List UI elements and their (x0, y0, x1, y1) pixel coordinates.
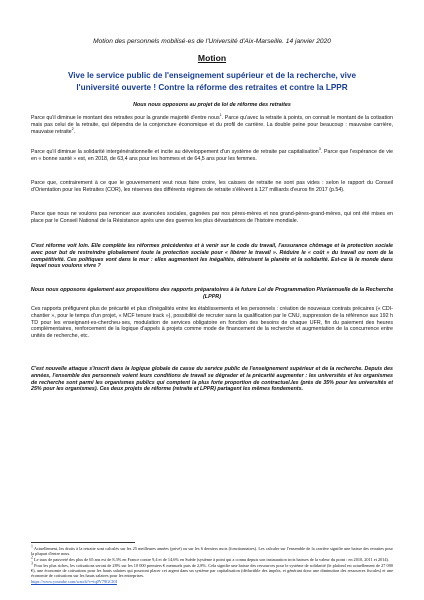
footnotes (31, 546, 393, 585)
footnote-ref-3: 3 (318, 147, 321, 152)
footnote-3-text: Pour les plus riches, les cotisations seront de 28% sur les 10 000 premiers € mensuels puis de 2,8%. Cela signifie une baisse des ressources pour le système de solidarité (le plafond est actuellement de 27 000 €), une économie de cotisations pour les hauts salaires qui pourront placer cet argent dans un système par capitalisation (déductible des impôts, et générant donc une diminution des ressources fiscales) et une économie de cotisations sur les hauts salaires pour les entreprises. (31, 562, 394, 579)
footnote-1-text: Actuellement, les droits à la retraite sont calculés sur les 25 meilleures années (privé) ou sur les 6 derniers mois (fonctionnaires). Les calculer sur l'ensemble de la carrière signifie une baisse des retraites pour la plupart d'entre nous. (31, 546, 393, 557)
paragraph-2-text: Parce qu'il diminue la solidarité intergénérationnelle et incite au développement d'un système de retraite par capitalisation (31, 149, 319, 155)
paragraph-2 (31, 149, 393, 163)
document-title: Motion (197, 53, 227, 63)
footnote-link-row (31, 579, 393, 584)
paragraph-6: Ces rapports préfigurent plus de précarité et plus d'inégalités entre les établissements et les personnels : création de nouveaux contrats précaires (« CDI-chantier », pour le temps d'un projet, « MCF tenure track »), possibilité de recruter sans la qualification par le CNU, suppression de la référence aux 192 h TD pour les enseignant·es-chercheu·ses, modulation de services obligatoire en fonction des besoins de chaque UFR, fin du paiement des heures complémentaires, renforcement de la logique d'appels à projets comme mode de financement de la recherche et augmentation de la concurrence entre unités de recherche, etc. (31, 306, 393, 340)
footnote-2-text: Le taux de pauvreté des plus de 65 ans est de 8,3% en France contre 9,4 et de 14,6% en Suède (système à point qui a connu depuis son instauration trois baisses de la valeur du point : en 2010, 2011 et 2014). (33, 557, 390, 563)
footnote-ref-2: 2 (71, 126, 74, 131)
footnote-3: $^3$ Pour les plus riches, les cotisations seront de 28% sur les 10 000 premiers € mensuels puis de 2,8%. Cela signifie une baisse des ressources pour le système de solidarité (le plafond est actuellement de 27 000 €), une économie de cotisations pour les hauts salaires qui pourront placer cet argent dans un système par capitalisation (déductible des impôts, et générant donc une diminution des ressources fiscales) et une économie de cotisations sur les hauts salaires pour les entreprises. (31, 561, 394, 579)
paragraph-1 (31, 115, 393, 135)
footnote-ref-1: 1 (219, 113, 222, 118)
paragraph-1-text-2: . Parce qu'avec la retraite à points, on connait le montant de la cotisation mais pas celui de la retraite, qui dépendra de la conjoncture économique et du profil de carrière. La double peine pour beaucoup : mauvaise carrière, mauvaise retraite (31, 115, 394, 135)
section-heading-retraites: Nous nous opposons au projet de loi de réforme des retraites (133, 102, 291, 108)
paragraph-1-text: Parce qu'il diminue le montant des retraites pour la grande majorité d'entre nous (31, 115, 220, 121)
footnote-2: $^2$ Le taux de pauvreté des plus de 65 ans est de 8,3% en France contre 9,4 et de 14,6% en Suède (système à point qui a connu depuis son instauration trois baisses de la valeur du point : en 2010, 2011 et 2014). (31, 555, 390, 563)
paragraph-5: C'est réforme voit loin. Elle complète les réformes précédentes et à venir sur le code du travail, l'assurance chômage et la protection sociale avec pour but de restreindre globalement toute la protection sociale pour « libérer le travail ». Réduire le « coût » du travail ou nom de la compétitivité. Ces politiques vont dans le mur : elles augmentent les inégalités, détruisent la planète et la solidarité. Est-ce là le monde dans lequel nous voulons vivre ? (31, 243, 393, 270)
paragraph-7: C'est nouvelle attaque s'inscrit dans la logique globale de casse du service public de l'enseignement supérieur et de la recherche. Depuis des années, l'ensemble des personnels voient leurs conditions de travail se dégrader et la précarité augmenter : les universités et les organismes de recherche sont parmi les organismes publics qui comptent la plus forte proportion de contractuel.les (près de 35% pour les universités et 25% pour les organismes). Ces deux projets de réforme (retraite et LPPR) partagent les mêmes fondements. (31, 366, 393, 393)
paragraph-4: Parce que nous ne voulons pas renoncer aux avancées sociales, gagnées par nos pères-mères et nos grand-pères-grand-mères, qui ont été mises en place par le Conseil National de la Résistance après une des guerres les plus dévastatrices de l'histoire mondiale. (31, 211, 393, 224)
footnote-1: $^1$ Actuellement, les droits à la retraite sont calculés sur les 25 meilleures années (privé) ou sur les 6 derniers mois (fonctionnaires). Les calculer sur l'ensemble de la carrière signifie une baisse des retraites pour la plupart d'entre nous. (31, 544, 393, 557)
footnote-divider (31, 542, 135, 543)
section-heading-lppr: Nous nous opposons également aux propositions des rapports préparatoires à la future Loi de Programmation Pluriannuelle de la Recherche (LPPR) (30, 287, 394, 300)
headline: Vive le service public de l'enseignement supérieur et de la recherche, vive l'université ouverte ! Contre la réforme des retraites et contre la LPPR (67, 71, 357, 92)
document-header: Motion des personnels mobilisé·es de l'Université d'Aix-Marseille. 14 janvier 2020 (93, 38, 331, 45)
paragraph-2-text-2: . Parce que l'espérance de vie en « bonne santé » est, en 2018, de 63,4 ans pour les hommes et de 64,5 ans pour les femmes. (31, 149, 393, 162)
paragraph-3: Parce que, contrairement à ce que le gouvernement veut nous faire croire, les caisses de retraite ne sont pas vides : selon le rapport du Conseil d'Orientation pour les Retraites (COR), les réserves des différents régimes de retraite s'élèvent à 127 milliards d'euros fin 2017 (p.54). (31, 180, 393, 193)
youtube-link[interactable]: https://www.youtube.com/watch?v=iq0V79GCl0I (31, 579, 117, 585)
paragraph-1-end: . (73, 128, 76, 135)
